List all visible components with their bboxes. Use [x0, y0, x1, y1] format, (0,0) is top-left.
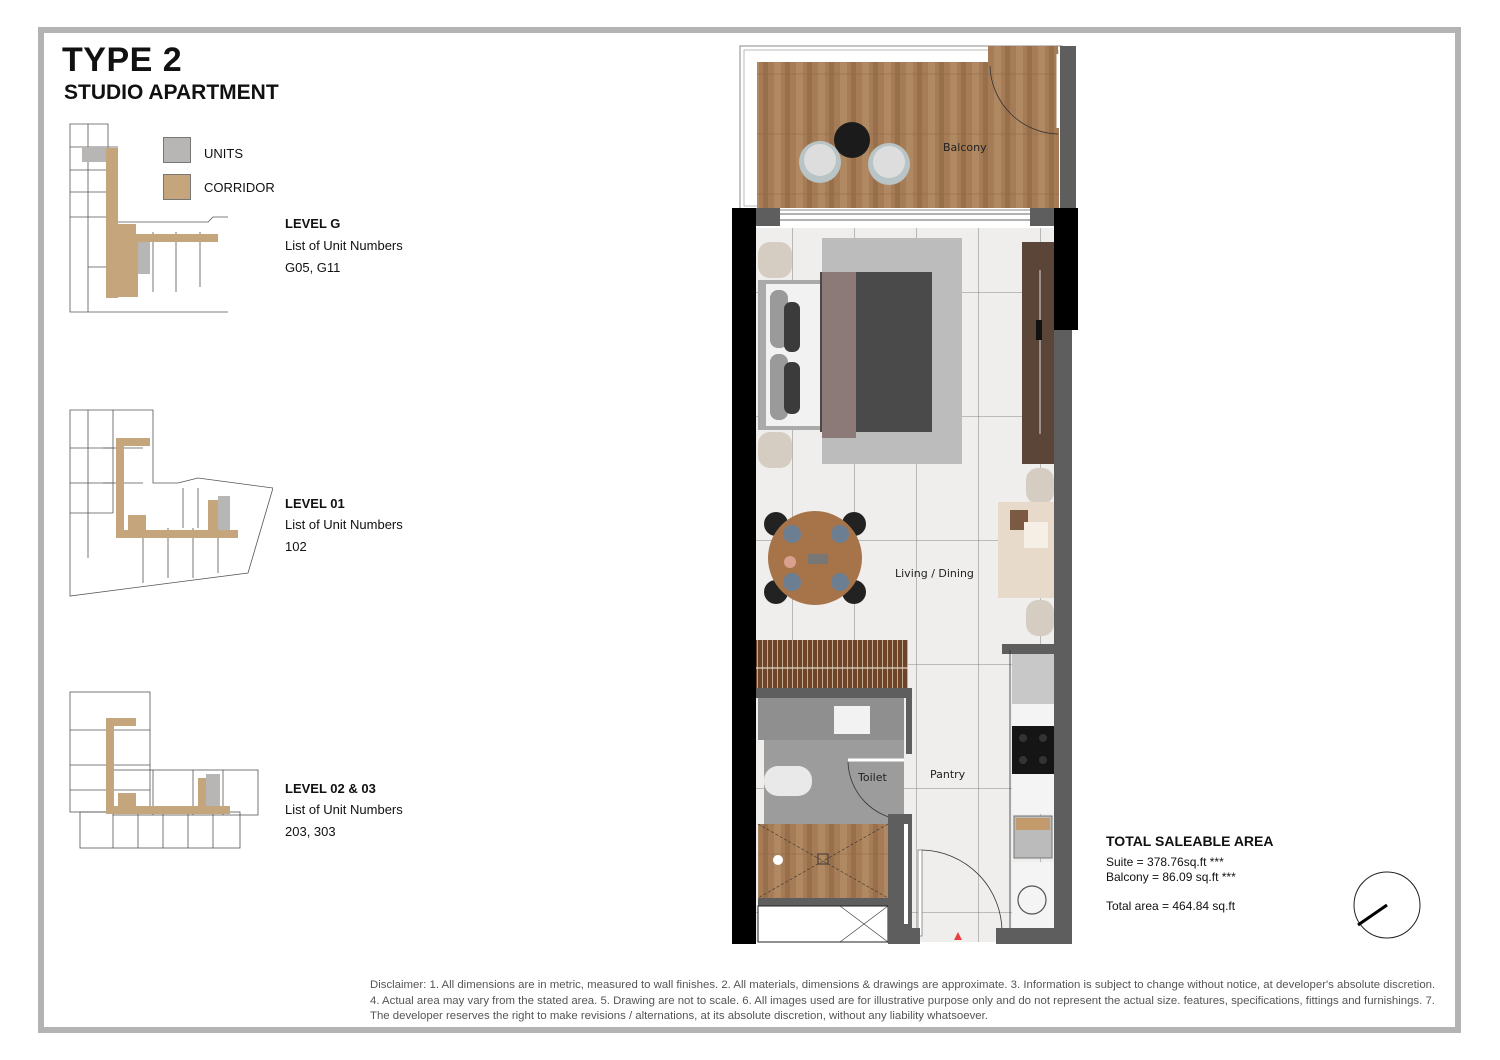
level-02-03-title: LEVEL 02 & 03 — [285, 781, 376, 796]
pantry-label: Pantry — [930, 768, 966, 781]
balcony-label: Balcony — [943, 141, 987, 154]
level-g-subtitle: List of Unit Numbers — [285, 238, 403, 253]
area-title: TOTAL SALEABLE AREA — [1106, 833, 1274, 849]
living-dining-label: Living / Dining — [895, 567, 974, 580]
disclaimer: Disclaimer: 1. All dimensions are in metric, measured to wall finishes. 2. All materials, dimensions & drawings are approximate. 3. Information is subject to change without notice, at developer's absolute discretion. 4. Actual area may vary from the stated area. 5. Drawing are not to scale. 6. All images used are for illustrative purpose only and do not represent the actual size. features, specifications, fittings and furnishings. 7. The developer reserves the right to make revisions / alternations, at its absolute discretion, without any liability whatsoever. — [370, 979, 1436, 1022]
level-02-03-units: 203, 303 — [285, 824, 336, 839]
level-01-subtitle: List of Unit Numbers — [285, 517, 403, 532]
level-01-title: LEVEL 01 — [285, 496, 345, 511]
page-title: TYPE 2 — [62, 41, 183, 79]
north-compass-icon — [1352, 870, 1422, 945]
page-subtitle: STUDIO APARTMENT — [64, 81, 279, 104]
level-g-title: LEVEL G — [285, 216, 341, 231]
area-total: Total area = 464.84 sq.ft — [1106, 899, 1236, 913]
level-02-03-subtitle: List of Unit Numbers — [285, 802, 403, 817]
keyplan-level-02-03 — [68, 690, 263, 850]
floor-plan — [730, 44, 1080, 949]
keyplan-level-g — [68, 122, 228, 314]
keyplan-level-01 — [68, 408, 273, 600]
level-g-units: G05, G11 — [285, 260, 341, 275]
legend-label-corridor: CORRIDOR — [204, 180, 275, 195]
legend-label-units: UNITS — [204, 146, 243, 161]
toilet-label: Toilet — [858, 771, 887, 784]
level-01-units: 102 — [285, 539, 307, 554]
area-suite: Suite = 378.76sq.ft *** — [1106, 855, 1224, 869]
area-balcony: Balcony = 86.09 sq.ft *** — [1106, 870, 1236, 884]
